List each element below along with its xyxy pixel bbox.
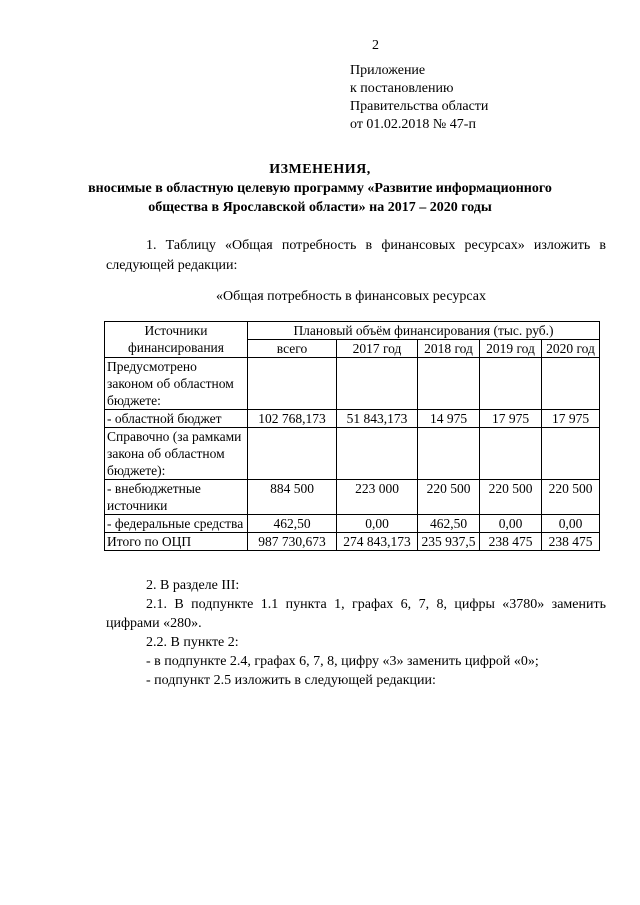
- row-cell: [418, 358, 480, 410]
- row-cell: [542, 358, 600, 410]
- row-cell: 235 937,5: [418, 533, 480, 551]
- appendix-line: от 01.02.2018 № 47-п: [350, 117, 476, 132]
- row-cell: [480, 428, 542, 480]
- table-row: [105, 428, 600, 480]
- row-cell: [248, 358, 337, 410]
- row-cell: [480, 358, 542, 410]
- paragraph: 2.1. В подпункте 1.1 пункта 1, графах 6, 7, 8, цифры «3780» заменить цифрами «280».: [106, 597, 606, 631]
- finance-table: [104, 321, 600, 551]
- table-header-row: [105, 322, 600, 340]
- row-source: Итого по ОЦП: [105, 533, 248, 551]
- title-line: общества в Ярославской области» на 2017 – 2020 годы: [148, 200, 492, 215]
- row-cell: 0,00: [337, 515, 418, 533]
- appendix-line: Правительства области: [350, 99, 489, 114]
- row-cell: 223 000: [337, 480, 418, 515]
- row-source: - внебюджетные источники: [105, 480, 248, 515]
- row-cell: 14 975: [418, 410, 480, 428]
- row-cell: 462,50: [248, 515, 337, 533]
- row-cell: [542, 428, 600, 480]
- appendix-block: [350, 62, 488, 134]
- table-caption: «Общая потребность в финансовых ресурсах: [216, 289, 486, 304]
- row-cell: 884 500: [248, 480, 337, 515]
- table-row: [105, 358, 600, 410]
- column-header: 2020 год: [542, 340, 600, 358]
- paragraph: - подпункт 2.5 изложить в следующей редакции:: [146, 673, 436, 688]
- row-cell: 0,00: [542, 515, 600, 533]
- row-source: - областной бюджет: [105, 410, 248, 428]
- paragraph: 2.2. В пункте 2:: [146, 635, 239, 650]
- column-header: всего: [248, 340, 337, 358]
- row-cell: 220 500: [418, 480, 480, 515]
- page-number: 2: [372, 38, 379, 53]
- amendments-text: [106, 576, 606, 690]
- title-line: ИЗМЕНЕНИЯ,: [269, 162, 371, 177]
- row-source: - федеральные средства: [105, 515, 248, 533]
- paragraph-1: 1. Таблицу «Общая потребность в финансовых ресурсах» изложить в следующей редакции:: [106, 238, 606, 273]
- row-cell: 987 730,673: [248, 533, 337, 551]
- row-cell: 51 843,173: [337, 410, 418, 428]
- row-cell: 220 500: [480, 480, 542, 515]
- row-cell: 220 500: [542, 480, 600, 515]
- row-cell: [418, 428, 480, 480]
- row-cell: 238 475: [480, 533, 542, 551]
- column-header: 2019 год: [480, 340, 542, 358]
- title-line: вносимые в областную целевую программу «Развитие информационного: [88, 181, 552, 196]
- row-cell: 17 975: [542, 410, 600, 428]
- header-plan: Плановый объём финансирования (тыс. руб.): [248, 322, 600, 340]
- row-cell: 238 475: [542, 533, 600, 551]
- header-source: Источники финансирования: [105, 322, 248, 358]
- document-title: [0, 160, 640, 217]
- row-cell: 462,50: [418, 515, 480, 533]
- row-cell: 0,00: [480, 515, 542, 533]
- row-cell: [337, 428, 418, 480]
- column-header: 2018 год: [418, 340, 480, 358]
- table-total-row: [105, 533, 600, 551]
- table-row: [105, 480, 600, 515]
- row-cell: 102 768,173: [248, 410, 337, 428]
- row-source: Предусмотрено законом об областном бюджете:: [105, 358, 248, 410]
- paragraph: 2. В разделе III:: [146, 578, 240, 593]
- row-cell: 17 975: [480, 410, 542, 428]
- table-row: [105, 410, 600, 428]
- appendix-line: к постановлению: [350, 81, 454, 96]
- column-header: 2017 год: [337, 340, 418, 358]
- row-cell: [248, 428, 337, 480]
- table-row: [105, 515, 600, 533]
- appendix-line: Приложение: [350, 63, 426, 78]
- row-cell: 274 843,173: [337, 533, 418, 551]
- paragraph: - в подпункте 2.4, графах 6, 7, 8, цифру «3» заменить цифрой «0»;: [146, 654, 539, 669]
- row-cell: [337, 358, 418, 410]
- row-source: Справочно (за рамками закона об областном бюджете):: [105, 428, 248, 480]
